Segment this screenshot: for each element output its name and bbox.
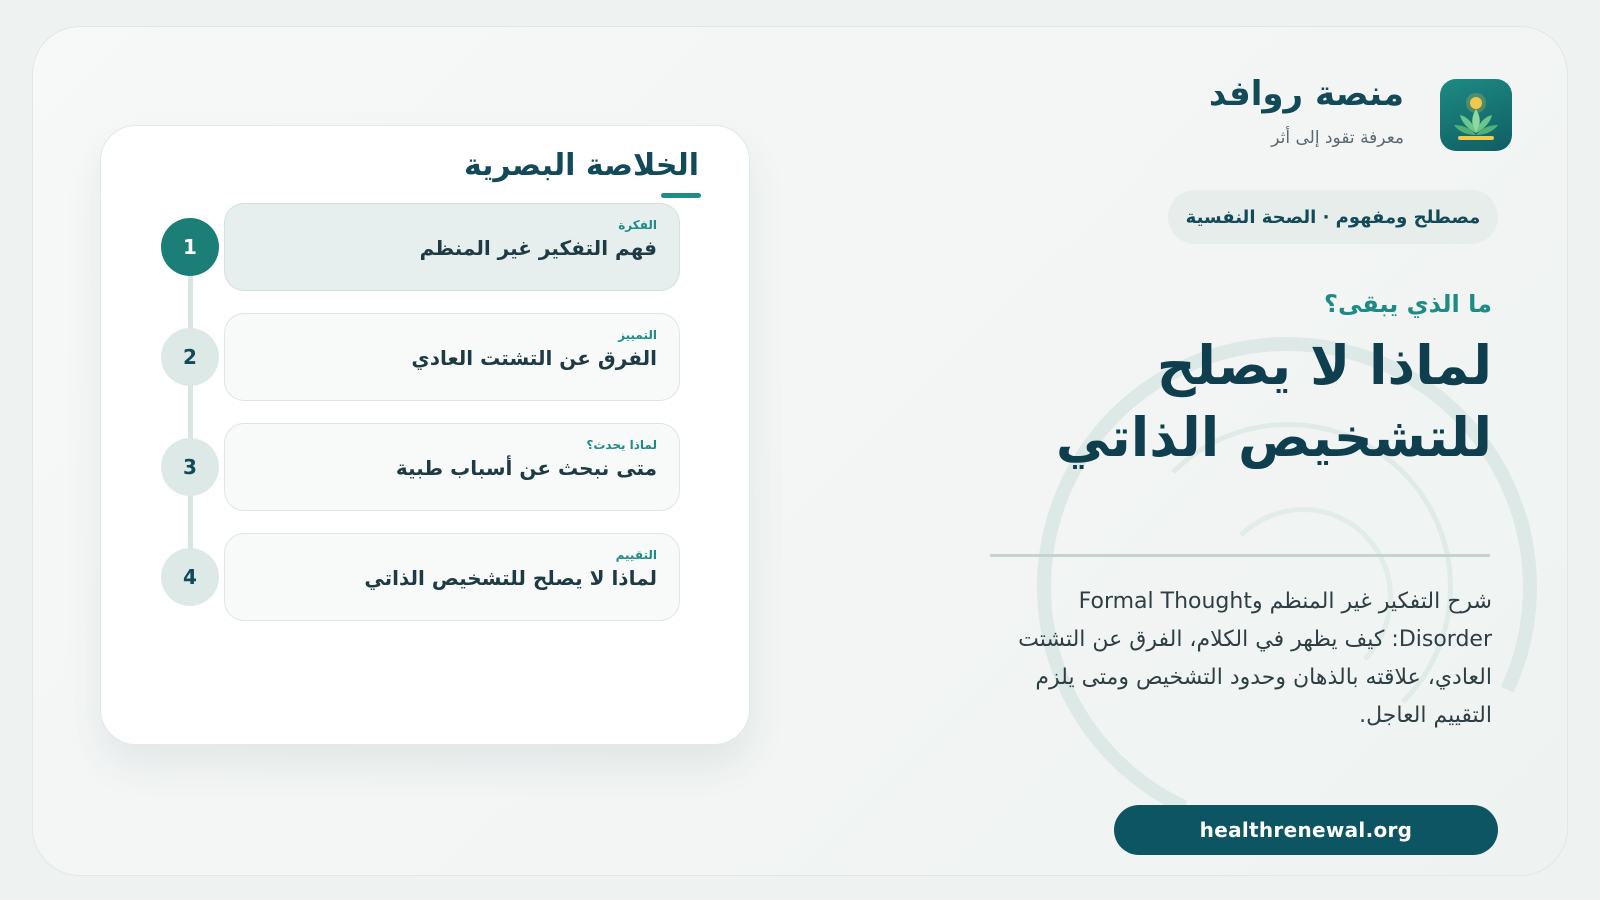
logo-lotus-icon xyxy=(1440,79,1512,151)
step-text: متى نبحث عن أسباب طبية xyxy=(395,456,657,480)
step-text: الفرق عن التشتت العادي xyxy=(411,346,657,370)
step-number-4: 4 xyxy=(161,548,219,606)
timeline-line xyxy=(188,246,193,586)
summary-title: الخلاصة البصرية xyxy=(463,148,699,183)
brand-tagline: معرفة تقود إلى أثر xyxy=(1271,128,1404,148)
step-card-2[interactable] xyxy=(224,313,680,401)
page-title: لماذا لا يصلح للتشخيص الذاتي xyxy=(1055,334,1492,469)
description-text: شرح التفكير غير المنظم وFormal Thought Disorder: كيف يظهر في الكلام، الفرق عن التشتت العادي، علاقته بالذهان وحدود التشخيص ومتى يلزم التقييم العاجل. xyxy=(1018,589,1492,728)
step-label: لماذا يحدث؟ xyxy=(586,438,657,452)
step-number-3: 3 xyxy=(161,438,219,496)
step-card-3[interactable] xyxy=(224,423,680,511)
step-label: التقييم xyxy=(615,548,657,562)
step-label: الفكرة xyxy=(618,218,657,232)
title-underline xyxy=(661,193,701,198)
step-number-1: 1 xyxy=(161,218,219,276)
brand-name: منصة روافد xyxy=(1208,74,1404,114)
category-chip: مصطلح ومفهوم · الصحة النفسية xyxy=(1168,190,1498,244)
visual-summary-panel xyxy=(100,125,750,745)
step-label: التمييز xyxy=(618,328,657,342)
step-number-2: 2 xyxy=(161,328,219,386)
kicker-text: ما الذي يبقى؟ xyxy=(1324,290,1492,318)
step-text: فهم التفكير غير المنظم xyxy=(419,236,657,260)
website-link-button[interactable]: healthrenewal.org xyxy=(1114,805,1498,855)
step-text: لماذا لا يصلح للتشخيص الذاتي xyxy=(364,566,657,590)
divider xyxy=(990,554,1490,557)
step-card-4[interactable] xyxy=(224,533,680,621)
step-card-1[interactable] xyxy=(224,203,680,291)
